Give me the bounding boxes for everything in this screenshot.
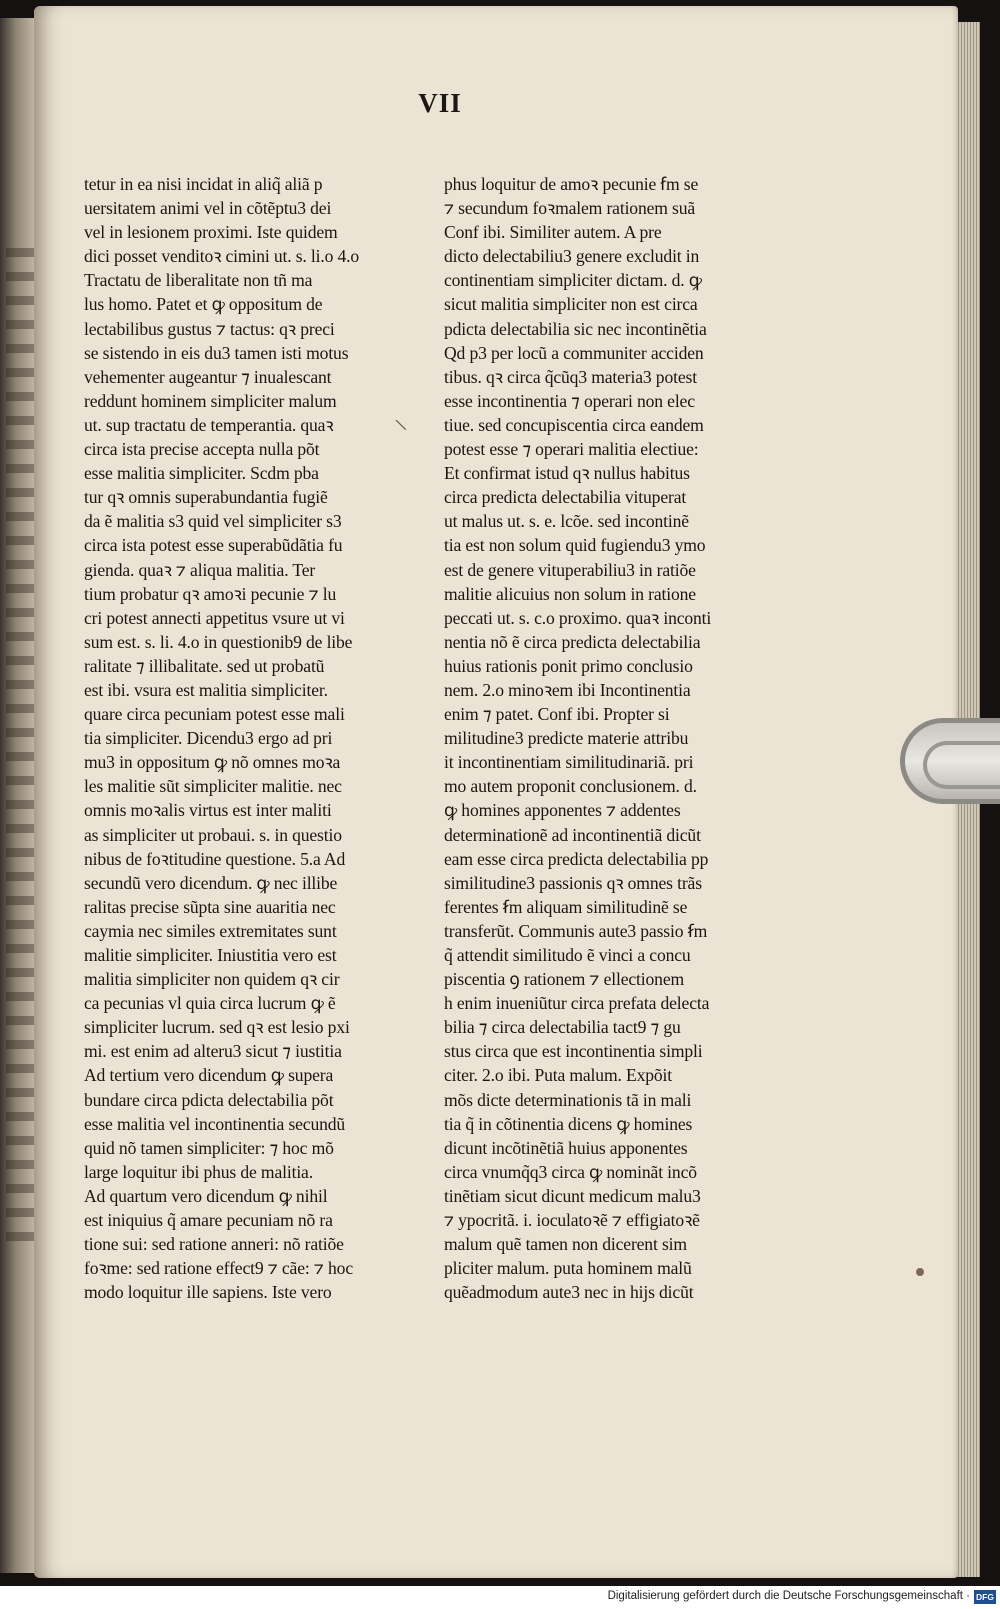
text-line: vehementer augeantur ⁊ inualescant	[84, 366, 332, 387]
text-line: pliciter malum. puta hominem malũ	[444, 1258, 692, 1279]
text-line: piscentia ꝯ rationem ⁊ ellectionem	[444, 969, 685, 990]
text-line: lectabilibus gustus ⁊ tactus: qꝛ preci	[84, 318, 335, 339]
text-line: caymia nec similes extremitates sunt	[84, 920, 337, 941]
text-line: ralitas precise sũpta sine auaritia nec	[84, 896, 336, 917]
text-line: est iniquius q̃ amare pecuniam nõ ra	[84, 1210, 333, 1231]
text-line: malum quẽ tamen non dicerent sim	[444, 1234, 687, 1255]
text-line: circa ista precise accepta nulla põt	[84, 439, 320, 460]
text-line: citer. 2.o ibi. Puta malum. Expõit	[444, 1065, 672, 1086]
text-line: est de genere vituperabiliu3 in ratiõe	[444, 559, 696, 580]
text-line: sicut malitia simpliciter non est circa	[444, 294, 698, 315]
text-line: tinẽtiam sicut dicunt medicum malu3	[444, 1185, 701, 1206]
text-line: ca pecunias vl quia circa lucrum ꝙ ẽ	[84, 993, 336, 1014]
text-line: Qd p3 per locũ a communiter acciden	[444, 342, 704, 363]
text-line: cri potest annecti appetitus vsure ut vi	[84, 607, 345, 628]
text-line: circa predicta delectabilia vituperat	[444, 487, 687, 508]
text-line: potest esse ⁊ operari malitia electiue:	[444, 439, 699, 460]
text-line: circa vnumq̃q3 circa ꝙ nominãt incõ	[444, 1161, 697, 1182]
paper-clip	[900, 718, 1000, 804]
text-line: malitia simpliciter non quidem qꝛ cir	[84, 969, 340, 990]
text-line: ⁊ ypocritã. i. ioculatoꝛẽ ⁊ effigiatoꝛẽ	[444, 1210, 700, 1231]
text-line: tia simpliciter. Dicendu3 ergo ad pri	[84, 728, 333, 749]
text-line: q̃ attendit similitudo ẽ vinci a concu	[444, 945, 691, 965]
text-column-right	[444, 172, 762, 1304]
text-line: militudine3 predicte materie attribu	[444, 728, 689, 749]
text-line: esse malitia vel incontinentia secundũ	[84, 1113, 346, 1134]
text-line: quid nõ tamen simpliciter: ⁊ hoc mõ	[84, 1137, 334, 1158]
text-line: bundare circa pdicta delectabilia põt	[84, 1089, 334, 1110]
text-line: mu3 in oppositum ꝙ nõ omnes moꝛa	[84, 752, 341, 773]
text-line: huius rationis ponit primo conclusio	[444, 655, 693, 676]
text-line: malitie alicuius non solum in ratione	[444, 583, 696, 604]
text-line: bilia ⁊ circa delectabilia tact9 ⁊ gu	[444, 1017, 681, 1038]
text-line: simpliciter lucrum. sed qꝛ est lesio pxi	[84, 1017, 350, 1038]
text-line: quẽadmodum aute3 nec in hijs dicũt	[444, 1282, 694, 1303]
text-line: peccati ut. s. c.o proximo. quaꝛ inconti	[444, 607, 712, 628]
text-line: ferentes ẜm aliquam similitudinẽ se	[444, 896, 688, 917]
text-line: nibus de foꝛtitudine questione. 5.a Ad	[84, 848, 346, 869]
text-line: mo autem proponit conclusionem. d.	[444, 776, 697, 797]
text-line: Ad tertium vero dicendum ꝙ supera	[84, 1065, 334, 1086]
text-line: tium probatur qꝛ amoꝛi pecunie ⁊ lu	[84, 583, 337, 604]
text-line: se sistendo in eis du3 tamen isti motus	[84, 342, 349, 363]
text-line: continentiam simpliciter dictam. d. ꝙ	[444, 270, 702, 291]
text-line: malitie simpliciter. Iniustitia vero est	[84, 945, 337, 965]
text-line: sum est. s. li. 4.o in questionib9 de libe	[84, 631, 353, 652]
text-line: determinationẽ ad incontinentiã dicũt	[444, 824, 701, 845]
text-line: pdicta delectabilia sic nec incontinẽtia	[444, 318, 707, 339]
text-line: stus circa que est incontinentia simpli	[444, 1041, 703, 1062]
text-line: h enim inueniũtur circa prefata delecta	[444, 993, 710, 1014]
text-line: ralitate ⁊ illibalitate. sed ut probatũ	[84, 655, 325, 676]
facing-page-text-ghost	[6, 248, 36, 1248]
text-line: tibus. qꝛ circa q̃cũq3 materia3 potest	[444, 366, 697, 387]
footer-credit: Digitalisierung gefördert durch die Deutsche Forschungsgemeinschaft ·	[607, 1590, 970, 1602]
text-line: tetur in ea nisi incidat in aliq̃ aliã p	[84, 174, 323, 194]
text-line: tia q̃ in cõtinentia dicens ꝙ homines	[444, 1113, 693, 1134]
text-line: Ad quartum vero dicendum ꝙ nihil	[84, 1185, 328, 1206]
text-line: reddunt hominem simpliciter malum	[84, 390, 337, 411]
text-line: ut malus ut. s. e. lcõe. sed incontinẽ	[444, 511, 689, 532]
pen-mark: \	[393, 414, 408, 435]
text-line: similitudine3 passionis qꝛ omnes trãs	[444, 872, 702, 893]
dfg-logo: DFG	[974, 1590, 996, 1604]
text-line: lus homo. Patet et ꝙ oppositum de	[84, 294, 323, 315]
text-line: dicto delectabiliu3 genere excludit in	[444, 246, 700, 267]
text-line: gienda. quaꝛ ⁊ aliqua malitia. Ter	[84, 559, 316, 580]
text-line: nentia nõ ẽ circa predicta delectabilia	[444, 631, 701, 652]
text-line: ut. sup tractatu de temperantia. quaꝛ	[84, 414, 334, 435]
text-line: les malitie sũt simpliciter malitie. nec	[84, 776, 342, 797]
text-line: da ẽ malitia s3 quid vel simpliciter s3	[84, 511, 342, 532]
text-line: dicunt incõtinẽtiã huius apponentes	[444, 1137, 688, 1158]
text-line: phus loquitur de amoꝛ pecunie ẜm se	[444, 174, 699, 194]
text-line: tia est non solum quid fugiendu3 ymo	[444, 535, 706, 556]
text-line: tione sui: sed ratione anneri: nõ ratiõe	[84, 1234, 344, 1255]
ink-dot	[916, 1268, 924, 1276]
text-line: circa ista potest esse superabũdãtia fu	[84, 535, 343, 556]
text-line: secundũ vero dicendum. ꝙ nec illibe	[84, 872, 338, 893]
text-line: omnis moꝛalis virtus est inter maliti	[84, 800, 332, 821]
text-line: modo loquitur ille sapiens. Iste vero	[84, 1282, 332, 1303]
text-line: ꝙ homines apponentes ⁊ addentes	[444, 800, 681, 821]
text-line: Et confirmat istud qꝛ nullus habitus	[444, 463, 690, 484]
text-line: dici posset venditoꝛ cimini ut. s. li.o 4.o	[84, 246, 360, 267]
text-line: mi. est enim ad alteru3 sicut ⁊ iustitia	[84, 1041, 342, 1062]
text-line: vel in lesionem proximi. Iste quidem	[84, 222, 338, 243]
text-line: quare circa pecuniam potest esse mali	[84, 704, 345, 725]
text-line: transferũt. Communis aute3 passio ẜm	[444, 920, 708, 941]
text-line: tiue. sed concupiscentia circa eandem	[444, 414, 704, 435]
text-line: esse incontinentia ⁊ operari non elec	[444, 390, 695, 411]
text-line: enim ⁊ patet. Conf ibi. Propter si	[444, 704, 670, 725]
text-line: uersitatem animi vel in cõtẽptu3 dei	[84, 198, 332, 219]
text-line: esse malitia simpliciter. Scdm pba	[84, 463, 319, 484]
text-line: est ibi. vsura est malitia simpliciter.	[84, 679, 328, 700]
text-line: as simpliciter ut probaui. s. in questio	[84, 824, 342, 845]
text-line: ⁊ secundum foꝛmalem rationem suã	[444, 198, 696, 219]
text-line: tur qꝛ omnis superabundantia fugiẽ	[84, 487, 328, 508]
text-line: foꝛme: sed ratione effect9 ⁊ cãe: ⁊ hoc	[84, 1258, 353, 1279]
folio-number: VII	[418, 88, 462, 118]
text-line: large loquitur ibi phus de malitia.	[84, 1161, 313, 1182]
text-line: it incontinentiam similitudinariã. pri	[444, 752, 694, 773]
text-column-left	[84, 172, 404, 1304]
text-line: eam esse circa predicta delectabilia pp	[444, 848, 709, 869]
text-line: mõs dicte determinationis tã in mali	[444, 1089, 692, 1110]
text-line: nem. 2.o minoꝛem ibi Incontinentia	[444, 679, 691, 700]
text-line: Tractatu de liberalitate non tñ ma	[84, 270, 313, 291]
footer-bar	[0, 1586, 1000, 1609]
text-line: Conf ibi. Similiter autem. A pre	[444, 222, 662, 243]
